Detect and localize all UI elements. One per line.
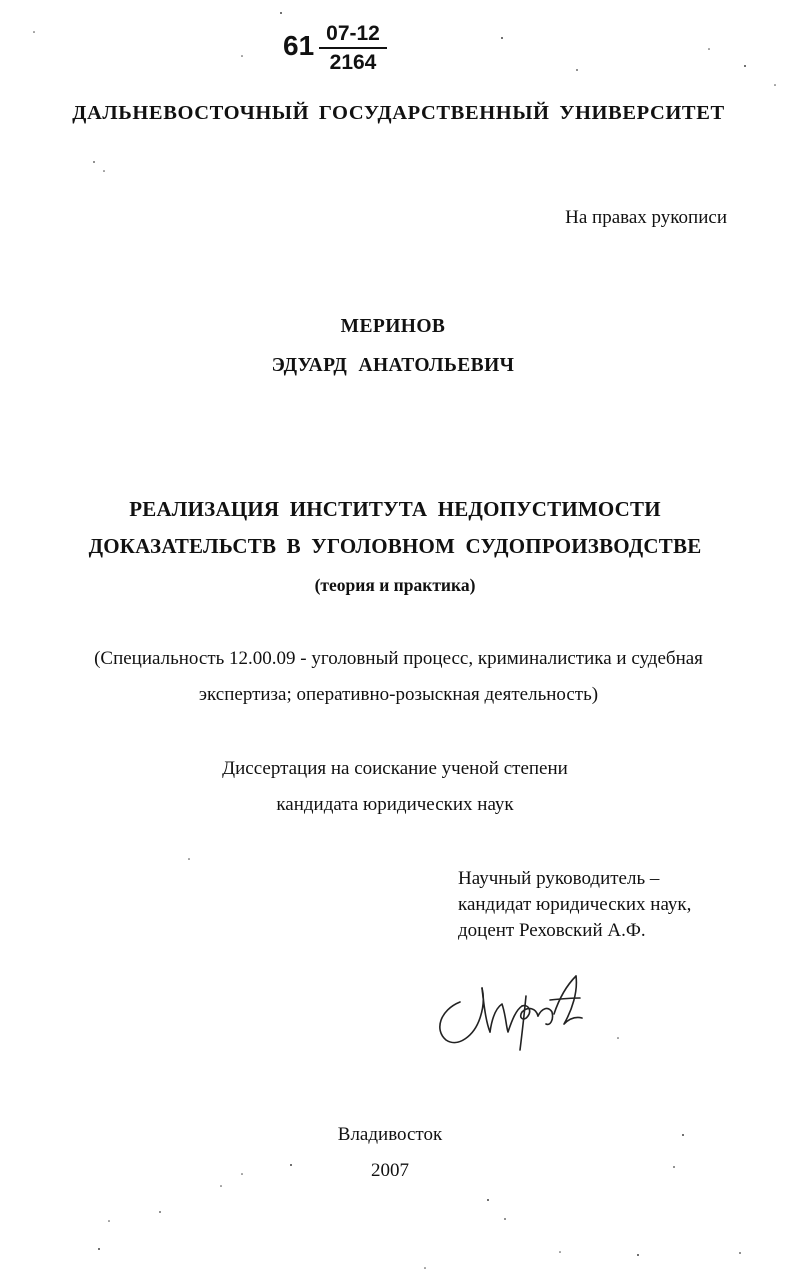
catalog-code-numerator: 07-12 — [326, 22, 380, 45]
specialty-line-1: (Специальность 12.00.09 - уголовный процесс, криминалистика и судебная — [94, 648, 703, 669]
degree-line-1: Диссертация на соискание ученой степени — [222, 758, 568, 779]
catalog-code-fraction — [319, 22, 387, 75]
degree-line-2: кандидата юридических наук — [276, 794, 514, 815]
supervisor-line-2: кандидат юридических наук, — [458, 894, 692, 915]
catalog-code-prefix: 61 — [283, 30, 315, 61]
manuscript-rights-note: На правах рукописи — [565, 207, 727, 228]
catalog-code — [283, 22, 403, 82]
supervisor-signature — [432, 966, 592, 1056]
author-surname: МЕРИНОВ — [340, 316, 446, 337]
year: 2007 — [371, 1160, 409, 1181]
dissertation-title-line-1: РЕАЛИЗАЦИЯ ИНСТИТУТА НЕДОПУСТИМОСТИ — [129, 497, 661, 521]
dissertation-title-line-2: ДОКАЗАТЕЛЬСТВ В УГОЛОВНОМ СУДОПРОИЗВОДСТВЕ — [88, 534, 702, 558]
specialty-line-2: экспертиза; оперативно-розыскная деятельность) — [198, 684, 599, 705]
city: Владивосток — [337, 1124, 443, 1145]
university-name: ДАЛЬНЕВОСТОЧНЫЙ ГОСУДАРСТВЕННЫЙ УНИВЕРСИТЕТ — [72, 102, 725, 124]
supervisor-line-1: Научный руководитель – — [458, 868, 660, 889]
catalog-code-denominator: 2164 — [329, 51, 377, 74]
supervisor-line-3: доцент Реховский А.Ф. — [458, 920, 646, 941]
fraction-bar — [319, 47, 387, 49]
dissertation-subtitle: (теория и практика) — [314, 575, 476, 595]
author-given-names: ЭДУАРД АНАТОЛЬЕВИЧ — [271, 355, 515, 376]
